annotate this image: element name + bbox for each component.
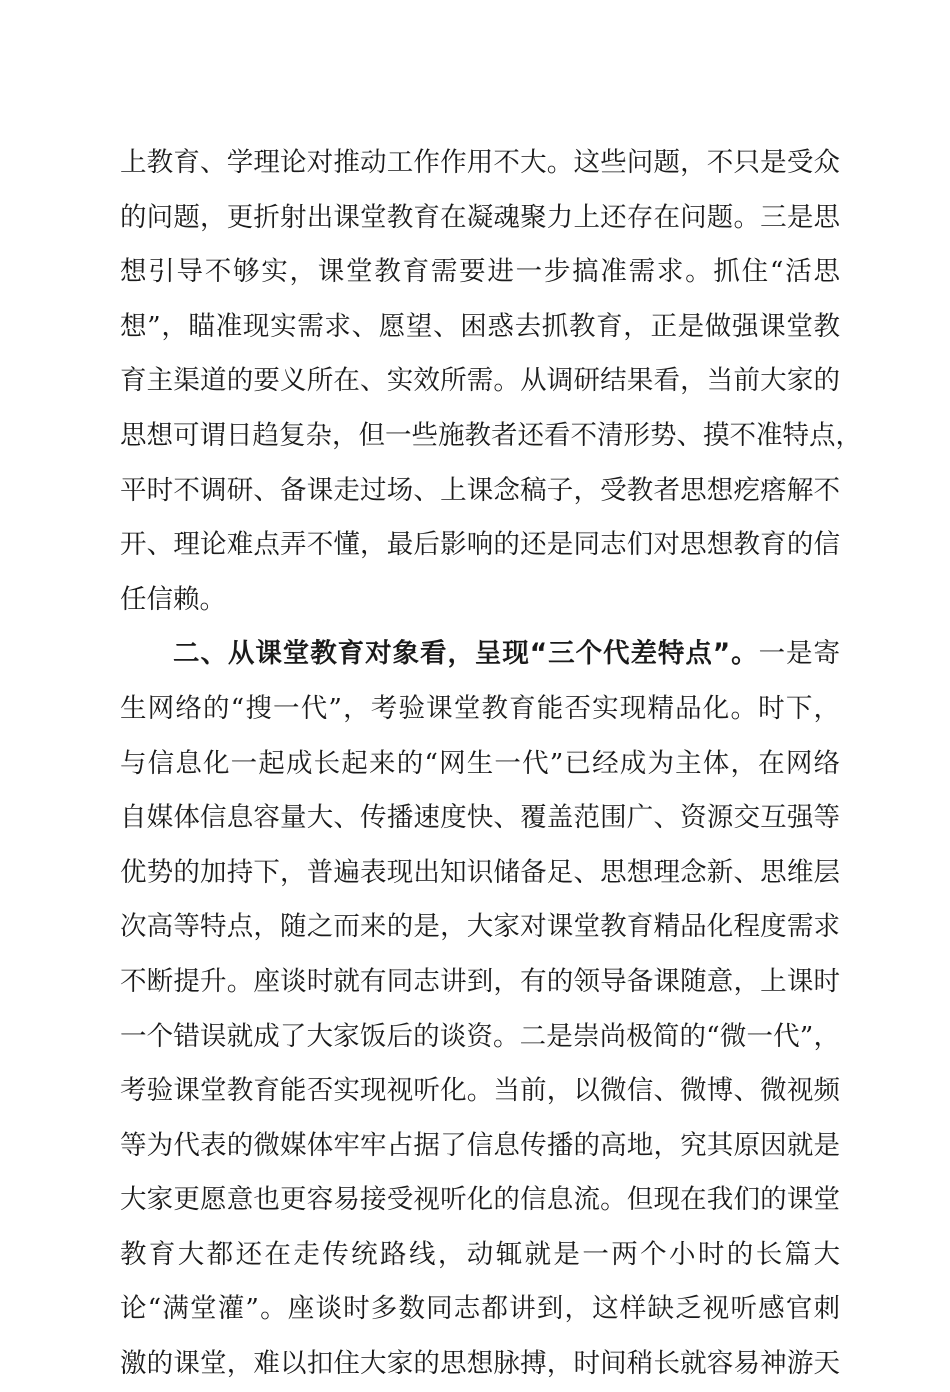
text-line: 自媒体信息容量大、传播速度快、覆盖范围广、资源交互强等 <box>120 802 840 834</box>
text-line: 生网络的“搜一代”，考验课堂教育能否实现精品化。时下， <box>120 692 840 724</box>
paragraph-2 <box>120 627 840 1391</box>
text-line: 次高等特点，随之而来的是，大家对课堂教育精品化程度需求 <box>120 911 840 943</box>
text-line: 平时不调研、备课走过场、上课念稿子，受教者思想疙瘩解不 <box>120 474 840 506</box>
text-line: 论“满堂灌”。座谈时多数同志都讲到，这样缺乏视听感官刺 <box>120 1293 840 1325</box>
text-line: 教育大都还在走传统路线，动辄就是一两个小时的长篇大 <box>120 1238 840 1270</box>
heading-line <box>120 627 840 682</box>
heading-line-rest: 一是寄 <box>758 638 840 670</box>
text-line: 任信赖。 <box>120 583 226 615</box>
text-line: 思想可谓日趋复杂，但一些施教者还看不清形势、摸不准特点， <box>120 419 862 451</box>
text-line: 一个错误就成了大家饭后的谈资。二是崇尚极简的“微一代”， <box>120 1020 840 1052</box>
paragraph-1 <box>120 136 862 627</box>
text-line: 想”，瞄准现实需求、愿望、困惑去抓教育，正是做强课堂教 <box>120 310 840 342</box>
text-line: 考验课堂教育能否实现视听化。当前，以微信、微博、微视频 <box>120 1075 840 1107</box>
text-line: 优势的加持下，普遍表现出知识储备足、思想理念新、思维层 <box>120 856 840 888</box>
text-line: 不断提升。座谈时就有同志讲到，有的领导备课随意，上课时 <box>120 965 840 997</box>
text-line: 育主渠道的要义所在、实效所需。从调研结果看，当前大家的 <box>120 365 840 397</box>
text-line: 大家更愿意也更容易接受视听化的信息流。但现在我们的课堂 <box>120 1184 840 1216</box>
text-line: 想引导不够实，课堂教育需要进一步搞准需求。抓住“活思 <box>120 256 840 288</box>
text-line: 的问题，更折射出课堂教育在凝魂聚力上还存在问题。三是思 <box>120 201 840 233</box>
text-line: 等为代表的微媒体牢牢占据了信息传播的高地，究其原因就是 <box>120 1129 840 1161</box>
body-text <box>120 136 862 1392</box>
text-line: 开、理论难点弄不懂，最后影响的还是同志们对思想教育的信 <box>120 529 840 561</box>
text-line: 上教育、学理论对推动工作作用不大。这些问题，不只是受众 <box>120 147 840 178</box>
section-heading: 二、从课堂教育对象看，呈现“三个代差特点”。 <box>173 638 759 670</box>
text-line: 与信息化一起成长起来的“网生一代”已经成为主体，在网络 <box>120 747 840 779</box>
text-line: 激的课堂，难以扣住大家的思想脉搏，时间稍长就容易神游天 <box>120 1348 840 1380</box>
